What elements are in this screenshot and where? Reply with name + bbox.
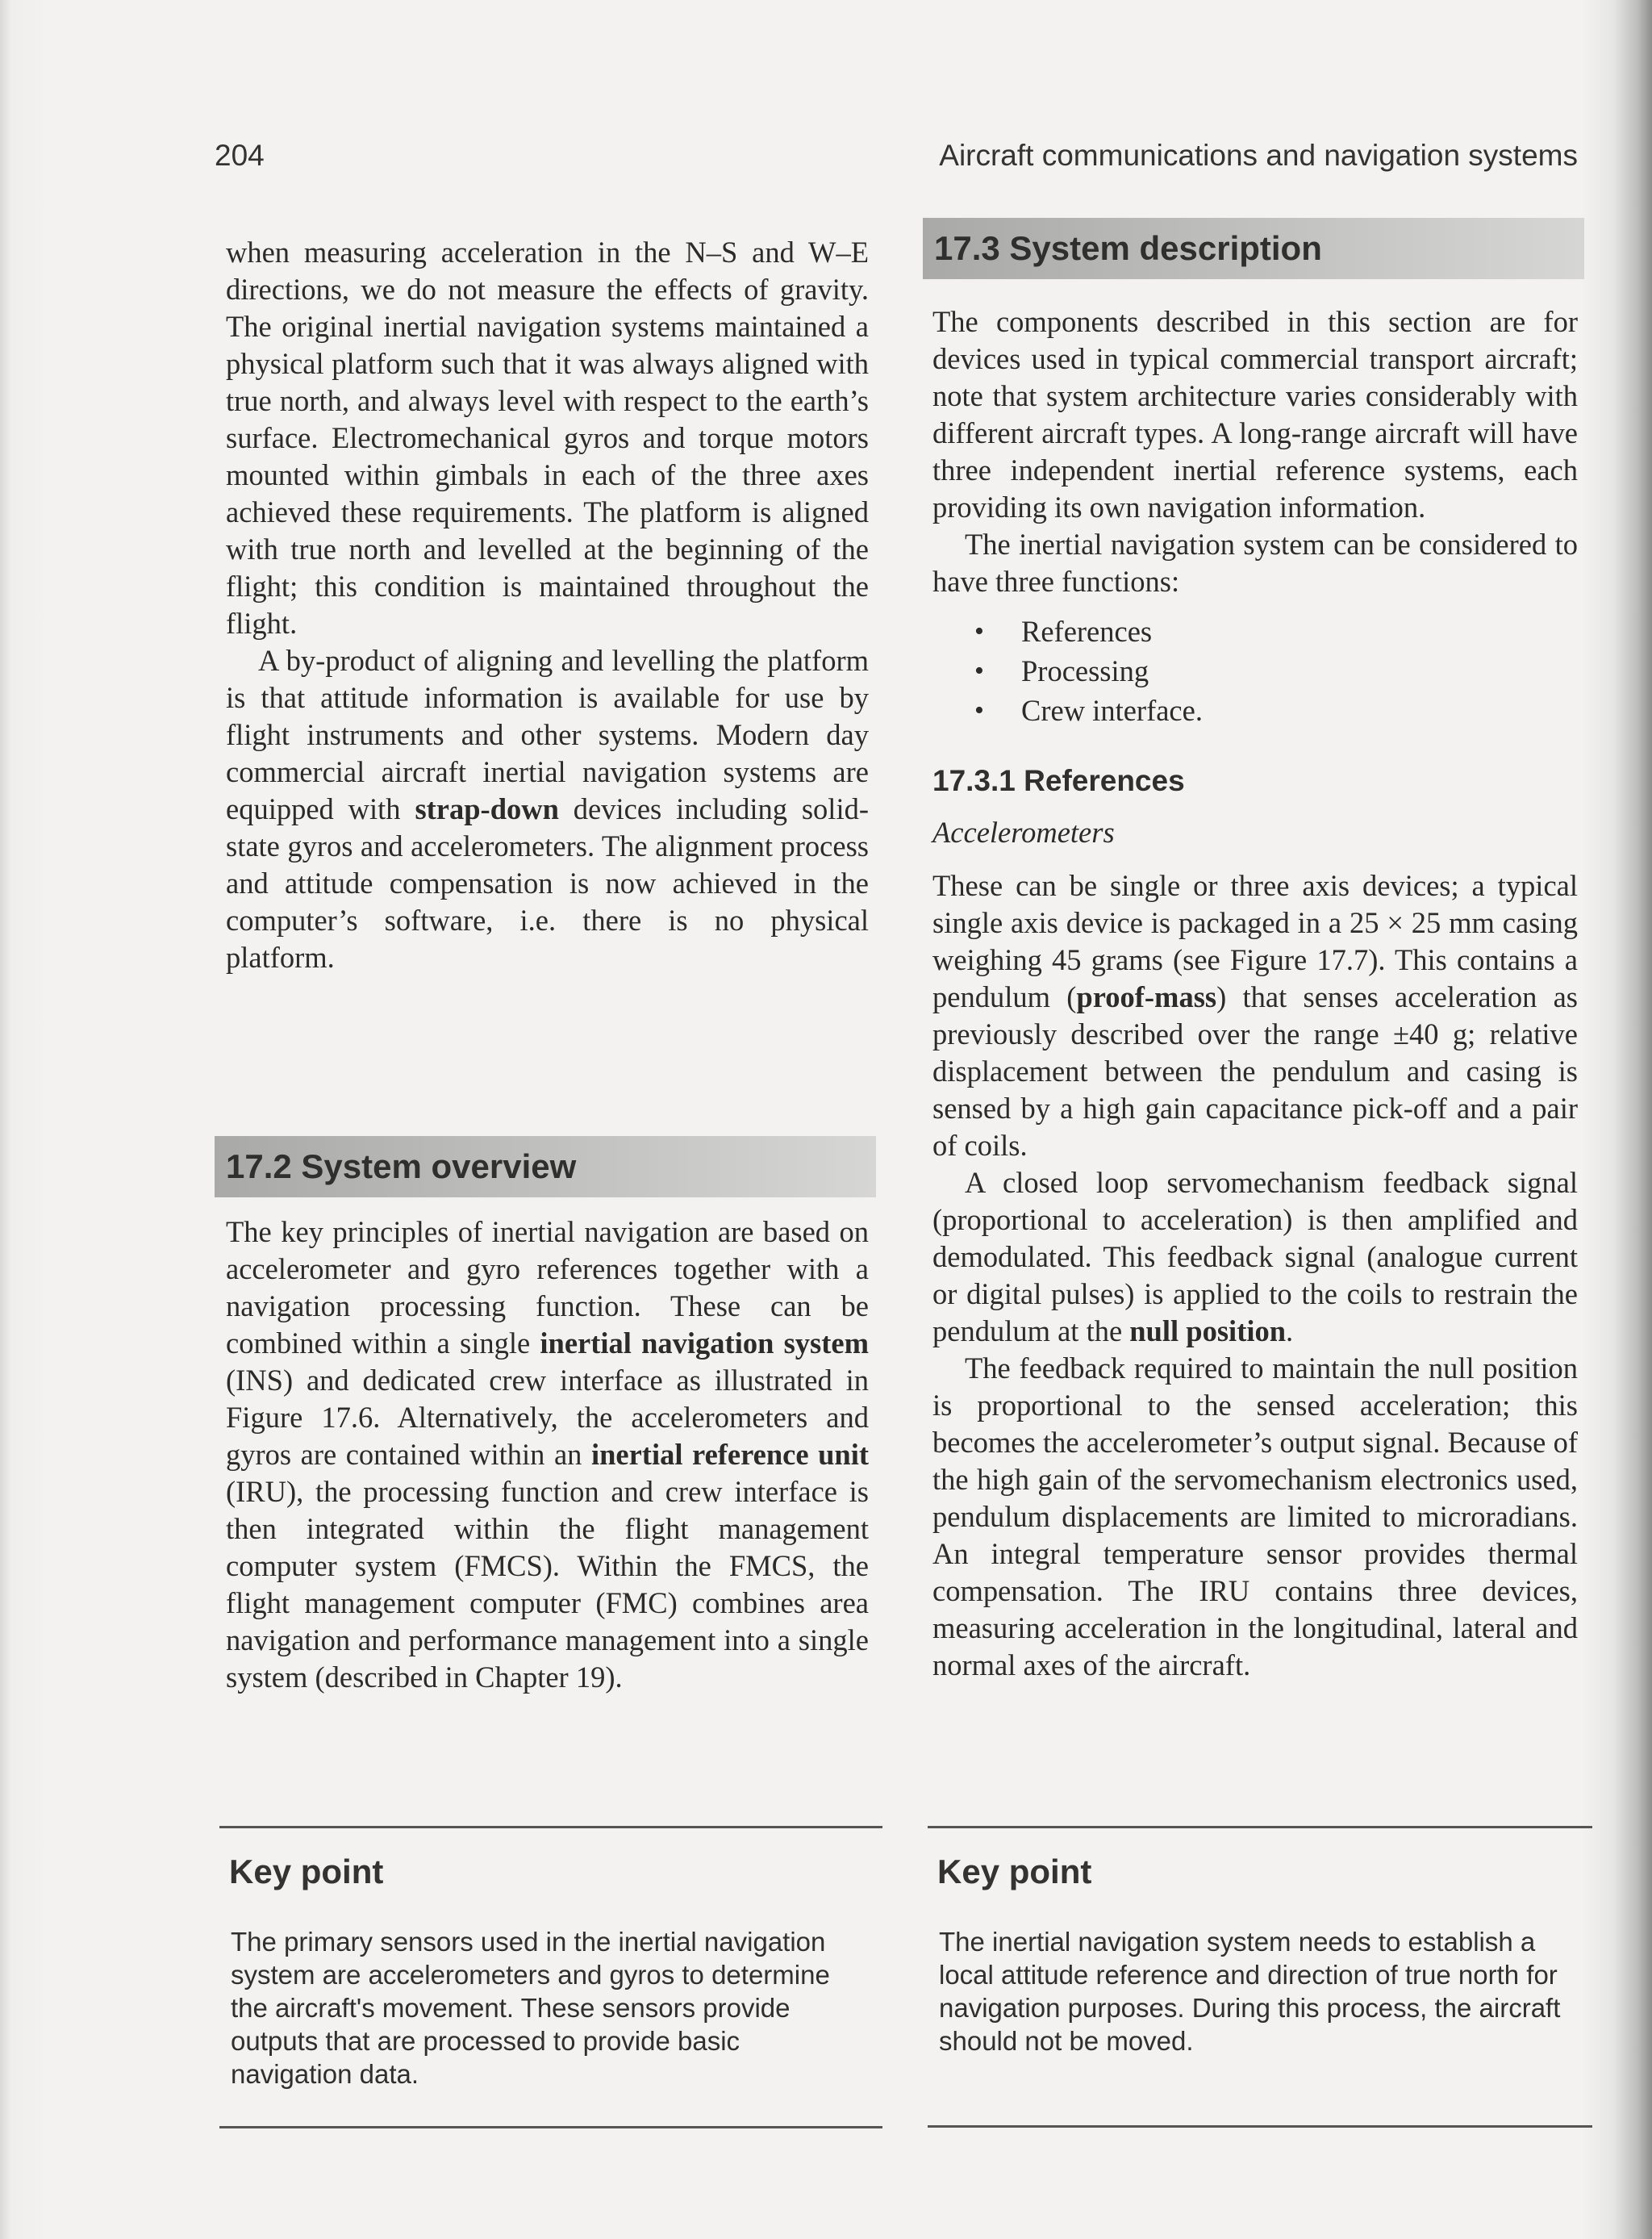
key-point-title: Key point bbox=[229, 1853, 384, 1890]
list-item: • Processing bbox=[974, 651, 1578, 691]
bold-term: strap-down bbox=[415, 792, 559, 825]
left-column bbox=[226, 234, 869, 976]
paragraph: The key principles of inertial navigation are based on accelerometer and gyro references together with a navigation processing function. These can be combined within a single inertial navigation system (INS) and dedicated crew interface as illustrated in Figure 17.6. Alternatively, the accelerometers and gyros are contained within an inertial reference unit (IRU), the processing function and crew interface is then integrated within the flight management computer system (FMCS). Within the FMCS, the flight management computer (FMC) combines area navigation and performance management into a single system (described in Chapter 19). bbox=[226, 1215, 870, 1694]
paragraph: These can be single or three axis devices; a typical single axis device is packaged in a 25 × 25 mm casing weighing 45 grams (see Figure 17.7). This contains a pendulum (proof-mass) that senses acceleration as previously described over the range ±40 g; relative displacement between the pendulum and casing is sensed by a high gain capacitance pick-off and a pair of coils. bbox=[932, 869, 1578, 1162]
page-number: 204 bbox=[215, 139, 265, 172]
running-title: Aircraft communications and navigation systems bbox=[939, 139, 1578, 172]
italic-heading: Accelerometers bbox=[932, 816, 1115, 849]
section-heading-17-3: 17.3 System description bbox=[923, 218, 1584, 279]
subsection-heading: 17.3.1 References bbox=[932, 764, 1185, 797]
paragraph: The inertial navigation system can be considered to have three functions: bbox=[932, 528, 1578, 598]
key-point-box bbox=[928, 1826, 1592, 2128]
paragraph: The feedback required to maintain the null position is proportional to the sensed acceleration; this becomes the accelerometer’s output signal. Because of the high gain of the servomechanism electronics used, pendulum displacements are limited to microradians. An integral temperature sensor provides thermal compensation. The IRU contains three devices, measuring acceleration in the longitudinal, lateral and normal axes of the aircraft. bbox=[932, 1351, 1578, 1681]
bold-term: proof-mass bbox=[1076, 980, 1217, 1013]
right-column bbox=[932, 303, 1578, 1684]
running-header bbox=[215, 139, 1578, 179]
bold-term: null position bbox=[1129, 1314, 1287, 1347]
bold-term: inertial reference unit bbox=[590, 1438, 870, 1471]
function-list bbox=[932, 612, 1578, 730]
bold-term: inertial navigation system bbox=[540, 1326, 869, 1360]
list-item: • References bbox=[974, 612, 1578, 651]
paragraph: when measuring acceleration in the N–S and W–E directions, we do not measure the effects of gravity. The original inertial navigation systems maintained a physical platform such that it was always aligned with true north, and always level with respect to the earth’s surface. Electromechanical gyros and torque motors mounted within gimbals in each of the three axes achieved these requirements. The platform is aligned with true north and levelled at the beginning of the flight; this condition is maintained throughout the flight. bbox=[226, 236, 869, 640]
key-point-title: Key point bbox=[937, 1853, 1092, 1890]
paragraph: The components described in this section are for devices used in typical commercial transport aircraft; note that system architecture varies considerably with different aircraft types. A long-range aircraft will have three independent inertial reference systems, each providing its own navigation information. bbox=[932, 305, 1578, 524]
list-item: • Crew interface. bbox=[974, 691, 1578, 730]
section-heading-17-2: 17.2 System overview bbox=[215, 1136, 876, 1197]
key-point-text: The inertial navigation system needs to establish a local attitude reference and direction of true north for navigation purposes. During this process, the aircraft should not be moved. bbox=[939, 1927, 1561, 2056]
key-point-text: The primary sensors used in the inertial navigation system are accelerometers and gyros to determine the aircraft's movement. These sensors provide outputs that are processed to provide basic navigation data. bbox=[231, 1927, 830, 2089]
section-17-2-body bbox=[226, 1213, 869, 1696]
key-point-box bbox=[219, 1826, 882, 2128]
paragraph: A by-product of aligning and levelling the platform is that attitude information is available for use by flight instruments and other systems. Modern day commercial aircraft inertial navigation systems are equipped with strap-down devices including solid-state gyros and accelerometers. The alignment process and attitude compensation is now achieved in the computer’s software, i.e. there is no physical platform. bbox=[226, 644, 869, 974]
paragraph: A closed loop servomechanism feedback signal (proportional to acceleration) is then amplified and demodulated. This feedback signal (analogue current or digital pulses) is applied to the coils to restrain the pendulum at the null position. bbox=[932, 1166, 1578, 1347]
